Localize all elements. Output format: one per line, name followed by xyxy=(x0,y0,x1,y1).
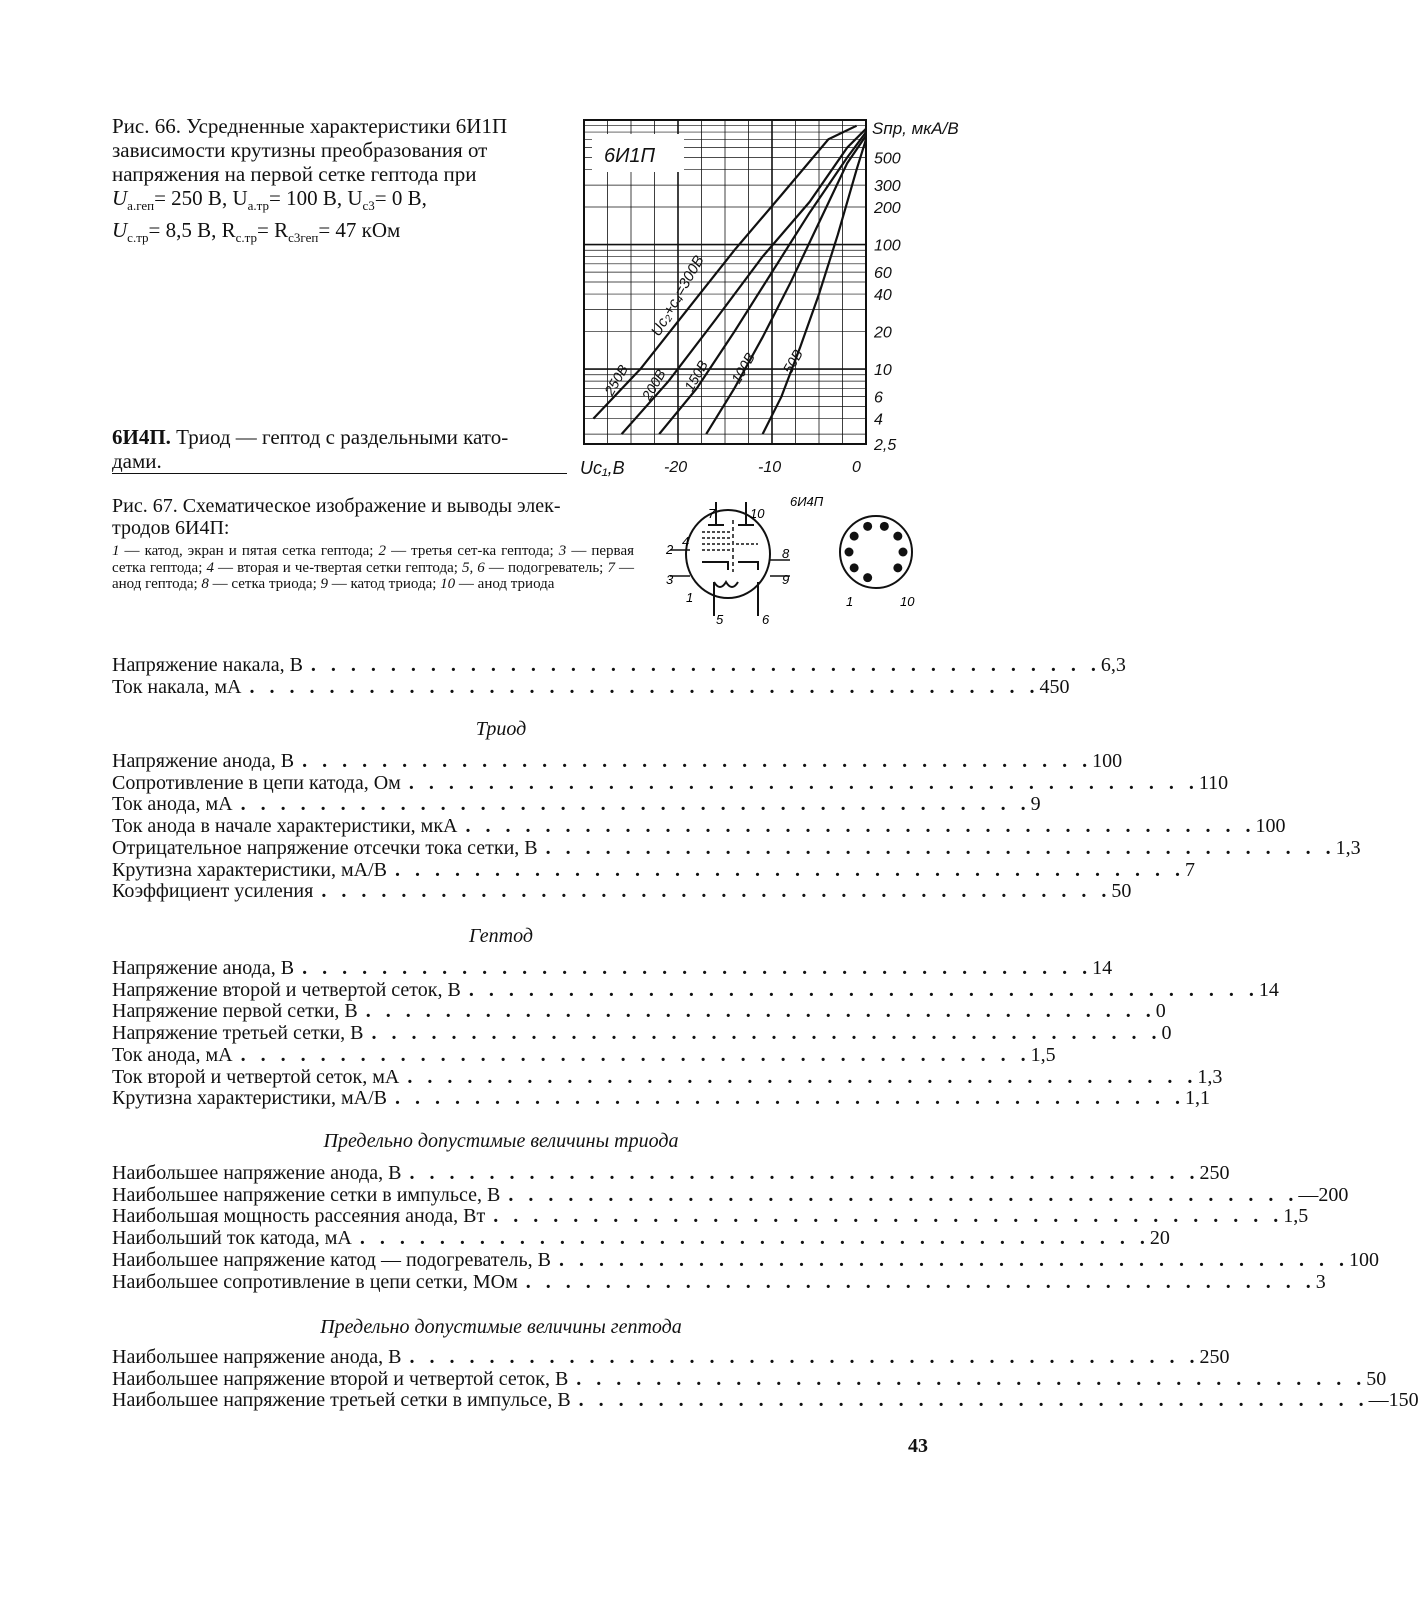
param-row xyxy=(112,1346,1230,1368)
param-row xyxy=(112,793,1041,816)
section-title-triode-limits: Предельно допустимые величины триода xyxy=(323,1130,679,1152)
param-row xyxy=(112,1270,1326,1293)
param-value: 6,3 xyxy=(1100,654,1126,676)
legend-number: 8 xyxy=(201,576,209,592)
pin-dot xyxy=(863,522,872,531)
y-tick-label: 300 xyxy=(874,178,901,196)
param-row xyxy=(112,880,1132,903)
param-row xyxy=(112,978,1279,1001)
page-number: 43 xyxy=(908,1435,928,1457)
param-label: Напряжение анода, В xyxy=(112,750,295,772)
tube-description-cont: дами. xyxy=(112,449,162,473)
param-label: Наибольший ток катода, мА xyxy=(112,1227,352,1250)
fig67-legend xyxy=(112,543,634,593)
y-tick-label: 200 xyxy=(874,200,901,218)
series-label: 100В xyxy=(727,349,759,387)
param-label: Сопротивление в цепи катода, Ом xyxy=(112,771,401,794)
fig66-caption-line1: Рис. 66. Усредненные характеристики 6И1П xyxy=(112,114,508,138)
pin-4: 4 xyxy=(682,534,690,549)
x-tick-label: 0 xyxy=(852,459,861,476)
legend-text: — анод гептода; xyxy=(112,559,635,592)
y-axis-label: Sпр, мкА/В xyxy=(872,119,959,138)
param-row xyxy=(112,1248,1379,1271)
dot-leader: . . . . . . . . . . . . . . . . . . . . . . . . . . . . . . . . . . . . . . . . xyxy=(465,815,1256,838)
fig66-caption-line2: зависимости крутизны преобразования от xyxy=(112,138,488,162)
legend-number: 7 xyxy=(607,559,615,576)
dot-leader: . . . . . . . . . . . . . . . . . . . . . . . . . . . . . . . . . . . . . . . . xyxy=(371,1022,1162,1045)
dot-leader: . . . . . . . . . . . . . . . . . . . . . . . . . . . . . . . . . . . . . . . . xyxy=(240,1043,1031,1066)
y-tick-label: 500 xyxy=(874,150,901,168)
param-label: Ток анода, мА xyxy=(112,793,233,816)
param-value: 1,3 xyxy=(1197,1065,1223,1088)
param-value: 1,3 xyxy=(1335,836,1361,859)
param-label: Отрицательное напряжение отсечки тока сетки, В xyxy=(112,836,538,859)
x-axis-label: Uc₁,В xyxy=(580,458,625,478)
param-label: Напряжение третьей сетки, В xyxy=(112,1022,364,1045)
dot-leader: . . . . . . . . . . . . . . . . . . . . . . . . . . . . . . . . . . . . . . . . xyxy=(525,1270,1316,1293)
param-row xyxy=(112,1000,1166,1023)
fig67-caption xyxy=(112,495,642,539)
fig66-caption-line5: $U_{с.тр}= 8,5$ В, $R_{с.тр}= R_{с3геп}= 47$ кОм xyxy=(112,218,401,246)
dot-leader: . . . . . . . . . . . . . . . . . . . . . . . . . . . . . . . . . . . . . . . . xyxy=(395,858,1185,881)
param-value: 100 xyxy=(1348,1248,1379,1271)
pinout-label: 6И4П xyxy=(790,494,824,509)
section-title-heptode: Гептод xyxy=(469,925,533,947)
fig66-caption-line3: напряжения на первой сетке гептода при xyxy=(112,162,477,186)
param-label: Наибольшее напряжение анода, В xyxy=(112,1162,402,1184)
param-row xyxy=(112,750,1123,772)
section-title-heptode-limits: Предельно допустимые величины гептода xyxy=(320,1316,682,1338)
param-row xyxy=(112,1205,1309,1228)
param-label: Крутизна характеристики, мА/В xyxy=(112,858,387,881)
series-label: 250В xyxy=(600,361,632,399)
param-row xyxy=(112,1022,1172,1045)
param-row xyxy=(112,1389,1419,1412)
param-label: Наибольшее напряжение катод — подогреватель, В xyxy=(112,1248,551,1271)
legend-text: — подогреватель; xyxy=(484,559,608,576)
param-value: 250 xyxy=(1199,1346,1230,1368)
series-label: 200В xyxy=(638,366,669,403)
pin-dot xyxy=(893,532,902,541)
tube-schematic xyxy=(650,492,810,632)
param-label: Ток анода, мА xyxy=(112,1043,233,1066)
param-value: 1,5 xyxy=(1283,1205,1309,1228)
legend-number: 10 xyxy=(440,576,456,592)
param-value: 0 xyxy=(1155,1000,1166,1023)
param-value: 14 xyxy=(1092,957,1113,979)
param-row xyxy=(112,1043,1056,1066)
param-value: 450 xyxy=(1039,676,1070,698)
param-label: Напряжение второй и четвертой сеток, В xyxy=(112,978,461,1001)
dot-leader: . . . . . . . . . . . . . . . . . . . . . . . . . . . . . . . . . . . . . . . . xyxy=(359,1227,1150,1250)
dot-leader: . . . . . . . . . . . . . . . . . . . . . . . . . . . . . . . . . . . . . . . . xyxy=(365,1000,1156,1023)
dot-leader: . . . . . . . . . . . . . . . . . . . . . . . . . . . . . . . . . . . . . . . . xyxy=(468,978,1259,1001)
pin-dots xyxy=(845,522,908,582)
param-row xyxy=(112,1087,1210,1110)
param-value: 50 xyxy=(1366,1367,1387,1390)
pin-6: 6 xyxy=(762,612,770,627)
y-tick-label: 10 xyxy=(874,362,892,380)
legend-number: 2 xyxy=(378,543,387,559)
chart-title: 6И1П xyxy=(604,145,656,167)
curve-group-label: Uc₂+c₄=300В xyxy=(647,252,708,340)
param-label: Ток анода в начале характеристики, мкА xyxy=(112,815,458,838)
heptode-cathode xyxy=(702,562,728,570)
param-row xyxy=(112,815,1286,838)
legend-number: 4 xyxy=(206,559,214,576)
dot-leader: . . . . . . . . . . . . . . . . . . . . . . . . . . . . . . . . . . . . . . . . xyxy=(558,1248,1349,1271)
param-row xyxy=(112,836,1361,859)
param-label: Крутизна характеристики, мА/В xyxy=(112,1087,387,1110)
pin-dot xyxy=(880,522,889,531)
dot-leader: . . . . . . . . . . . . . . . . . . . . . . . . . . . . . . . . . . . . . . . . xyxy=(395,1087,1185,1110)
param-row xyxy=(112,1065,1223,1088)
param-value: —150 xyxy=(1368,1389,1419,1412)
param-value: 9 xyxy=(1030,793,1041,816)
param-value: 100 xyxy=(1092,750,1123,772)
param-label: Ток накала, мА xyxy=(112,676,242,698)
y-tick-label: 40 xyxy=(874,287,892,305)
dot-leader: . . . . . . . . . . . . . . . . . . . . . . . . . . . . . . . . . . . . . . . . xyxy=(321,880,1112,903)
pin-3: 3 xyxy=(666,572,674,587)
pinout-pin-10: 10 xyxy=(900,594,915,609)
param-label: Напряжение накала, В xyxy=(112,654,303,676)
legend-text: — третья сет-ка гептода; xyxy=(386,543,559,559)
param-row xyxy=(112,1183,1349,1206)
param-label: Напряжение анода, В xyxy=(112,957,295,979)
pinout-diagram xyxy=(790,494,932,614)
pin-1: 1 xyxy=(686,590,694,605)
dot-leader: . . . . . . . . . . . . . . . . . . . . . . . . . . . . . . . . . . . . . . . . xyxy=(408,771,1199,794)
tube-title xyxy=(112,425,564,473)
x-tick-label: -10 xyxy=(758,459,782,476)
param-label: Напряжение первой сетки, В xyxy=(112,1000,358,1023)
pin-dot xyxy=(850,563,859,572)
pinout-pin-1: 1 xyxy=(846,594,854,609)
param-value: 100 xyxy=(1255,815,1286,838)
y-tick-label: 20 xyxy=(874,324,892,342)
triode-cathode xyxy=(738,562,758,570)
pin-dot xyxy=(863,573,872,582)
pin-9: 9 xyxy=(782,572,790,587)
param-row xyxy=(112,654,1126,676)
pin-dot xyxy=(845,548,854,557)
y-tick-label: 60 xyxy=(874,265,892,283)
dot-leader: . . . . . . . . . . . . . . . . . . . . . . . . . . . . . . . . . . . . . . . . xyxy=(240,793,1031,816)
series-line xyxy=(763,139,866,434)
param-row xyxy=(112,771,1229,794)
legend-number: 9 xyxy=(320,576,328,592)
tube-description: Триод — гептод с раздельными като- xyxy=(176,425,509,449)
fig66-caption-line4: $U_{а.геп}= 250$ В, $U_{а.тр}= 100$ В, $U_{с3}= 0$ В, xyxy=(112,186,427,214)
dot-leader: . . . . . . . . . . . . . . . . . . . . . . . . . . . . . . . . . . . . . . . . xyxy=(407,1065,1198,1088)
pin-10: 10 xyxy=(750,506,765,521)
heptode-anode xyxy=(708,524,724,526)
fig67-caption-line1: Рис. 67. Схематическое изображение и выводы элек- xyxy=(112,495,561,517)
param-value: —200 xyxy=(1298,1183,1349,1206)
param-value: 0 xyxy=(1161,1022,1172,1045)
param-label: Наибольшее напряжение второй и четвертой сеток, В xyxy=(112,1367,569,1390)
param-value: 3 xyxy=(1315,1270,1326,1293)
param-label: Наибольшее сопротивление в цепи сетки, МОм xyxy=(112,1270,518,1293)
y-tick-label: 100 xyxy=(874,237,901,255)
param-row xyxy=(112,676,1070,698)
param-label: Наибольшая мощность рассеяния анода, Вт xyxy=(112,1205,486,1228)
param-value: 20 xyxy=(1149,1227,1170,1250)
param-label: Коэффициент усиления xyxy=(112,880,314,903)
dot-leader: . . . . . . . . . . . . . . . . . . . . . . . . . . . . . . . . . . . . . . . . xyxy=(493,1205,1284,1228)
legend-number: 1 xyxy=(112,543,120,559)
x-tick-label: -20 xyxy=(664,459,688,476)
y-tick-label: 2,5 xyxy=(874,437,897,454)
dot-leader: . . . . . . . . . . . . . . . . . . . . . . . . . . . . . . . . . . . . . . . . xyxy=(249,676,1040,698)
legend-text: — первая сетка гептода; xyxy=(112,543,634,576)
dot-leader: . . . . . . . . . . . . . . . . . . . . . . . . . . . . . . . . . . . . . . . . xyxy=(545,836,1336,859)
fig66-caption xyxy=(112,114,564,250)
param-value: 110 xyxy=(1198,771,1229,794)
y-tick-label: 6 xyxy=(874,389,883,407)
dot-leader: . . . . . . . . . . . . . . . . . . . . . . . . . . . . . . . . . . . . . . . . xyxy=(302,750,1093,772)
legend-text: — сетка триода; xyxy=(208,576,321,592)
param-label: Ток второй и четвертой сеток, мА xyxy=(112,1065,400,1088)
param-value: 7 xyxy=(1185,858,1195,881)
dot-leader: . . . . . . . . . . . . . . . . . . . . . . . . . . . . . . . . . . . . . . . . xyxy=(576,1367,1367,1390)
fig67-caption-line2: тродов 6И4П: xyxy=(112,517,230,539)
tube-name: 6И4П. xyxy=(112,425,171,449)
dot-leader: . . . . . . . . . . . . . . . . . . . . . . . . . . . . . . . . . . . . . . . . xyxy=(310,654,1101,676)
heater xyxy=(714,582,738,587)
param-label: Наибольшее напряжение третьей сетки в импульсе, В xyxy=(112,1389,571,1412)
pin-7: 7 xyxy=(708,506,716,521)
legend-text: — катод триода; xyxy=(327,576,441,592)
pin-dot xyxy=(893,563,902,572)
param-row xyxy=(112,957,1113,979)
legend-number: 3 xyxy=(558,543,567,559)
dot-leader: . . . . . . . . . . . . . . . . . . . . . . . . . . . . . . . . . . . . . . . . xyxy=(409,1162,1200,1184)
series-label: 150В xyxy=(680,357,712,394)
chart-labels xyxy=(580,119,959,478)
dot-leader: . . . . . . . . . . . . . . . . . . . . . . . . . . . . . . . . . . . . . . . . xyxy=(508,1183,1299,1206)
triode-anode xyxy=(738,524,754,526)
y-tick-label: 4 xyxy=(874,411,883,429)
dot-leader: . . . . . . . . . . . . . . . . . . . . . . . . . . . . . . . . . . . . . . . . xyxy=(302,957,1093,979)
fig66-chart xyxy=(578,104,959,479)
pin-dot xyxy=(850,532,859,541)
param-value: 50 xyxy=(1111,880,1132,903)
pin-dot xyxy=(899,548,908,557)
param-value: 1,5 xyxy=(1030,1043,1056,1066)
pin-8: 8 xyxy=(782,546,790,561)
param-value: 14 xyxy=(1258,978,1279,1001)
param-label: Наибольшее напряжение анода, В xyxy=(112,1346,402,1368)
legend-number: 5, 6 xyxy=(461,559,485,576)
param-row xyxy=(112,858,1195,881)
legend-text: — анод триода xyxy=(455,576,555,592)
legend-text: — катод, экран и пятая сетка гептода; xyxy=(119,543,379,559)
pin-5: 5 xyxy=(716,612,724,627)
series-label: 50В xyxy=(779,346,806,377)
series-line xyxy=(706,136,866,435)
dot-leader: . . . . . . . . . . . . . . . . . . . . . . . . . . . . . . . . . . . . . . . . xyxy=(409,1346,1200,1368)
param-label: Наибольшее напряжение сетки в импульсе, В xyxy=(112,1183,501,1206)
pin-2: 2 xyxy=(666,542,674,557)
param-value: 1,1 xyxy=(1185,1087,1210,1110)
dot-leader: . . . . . . . . . . . . . . . . . . . . . . . . . . . . . . . . . . . . . . . . xyxy=(578,1389,1369,1412)
section-title-triode: Триод xyxy=(475,718,527,740)
legend-text: — вторая и че-твертая сетки гептода; xyxy=(213,559,462,576)
param-row xyxy=(112,1227,1170,1250)
param-row xyxy=(112,1162,1230,1184)
param-row xyxy=(112,1367,1387,1390)
param-value: 250 xyxy=(1199,1162,1230,1184)
section-divider xyxy=(112,473,567,474)
